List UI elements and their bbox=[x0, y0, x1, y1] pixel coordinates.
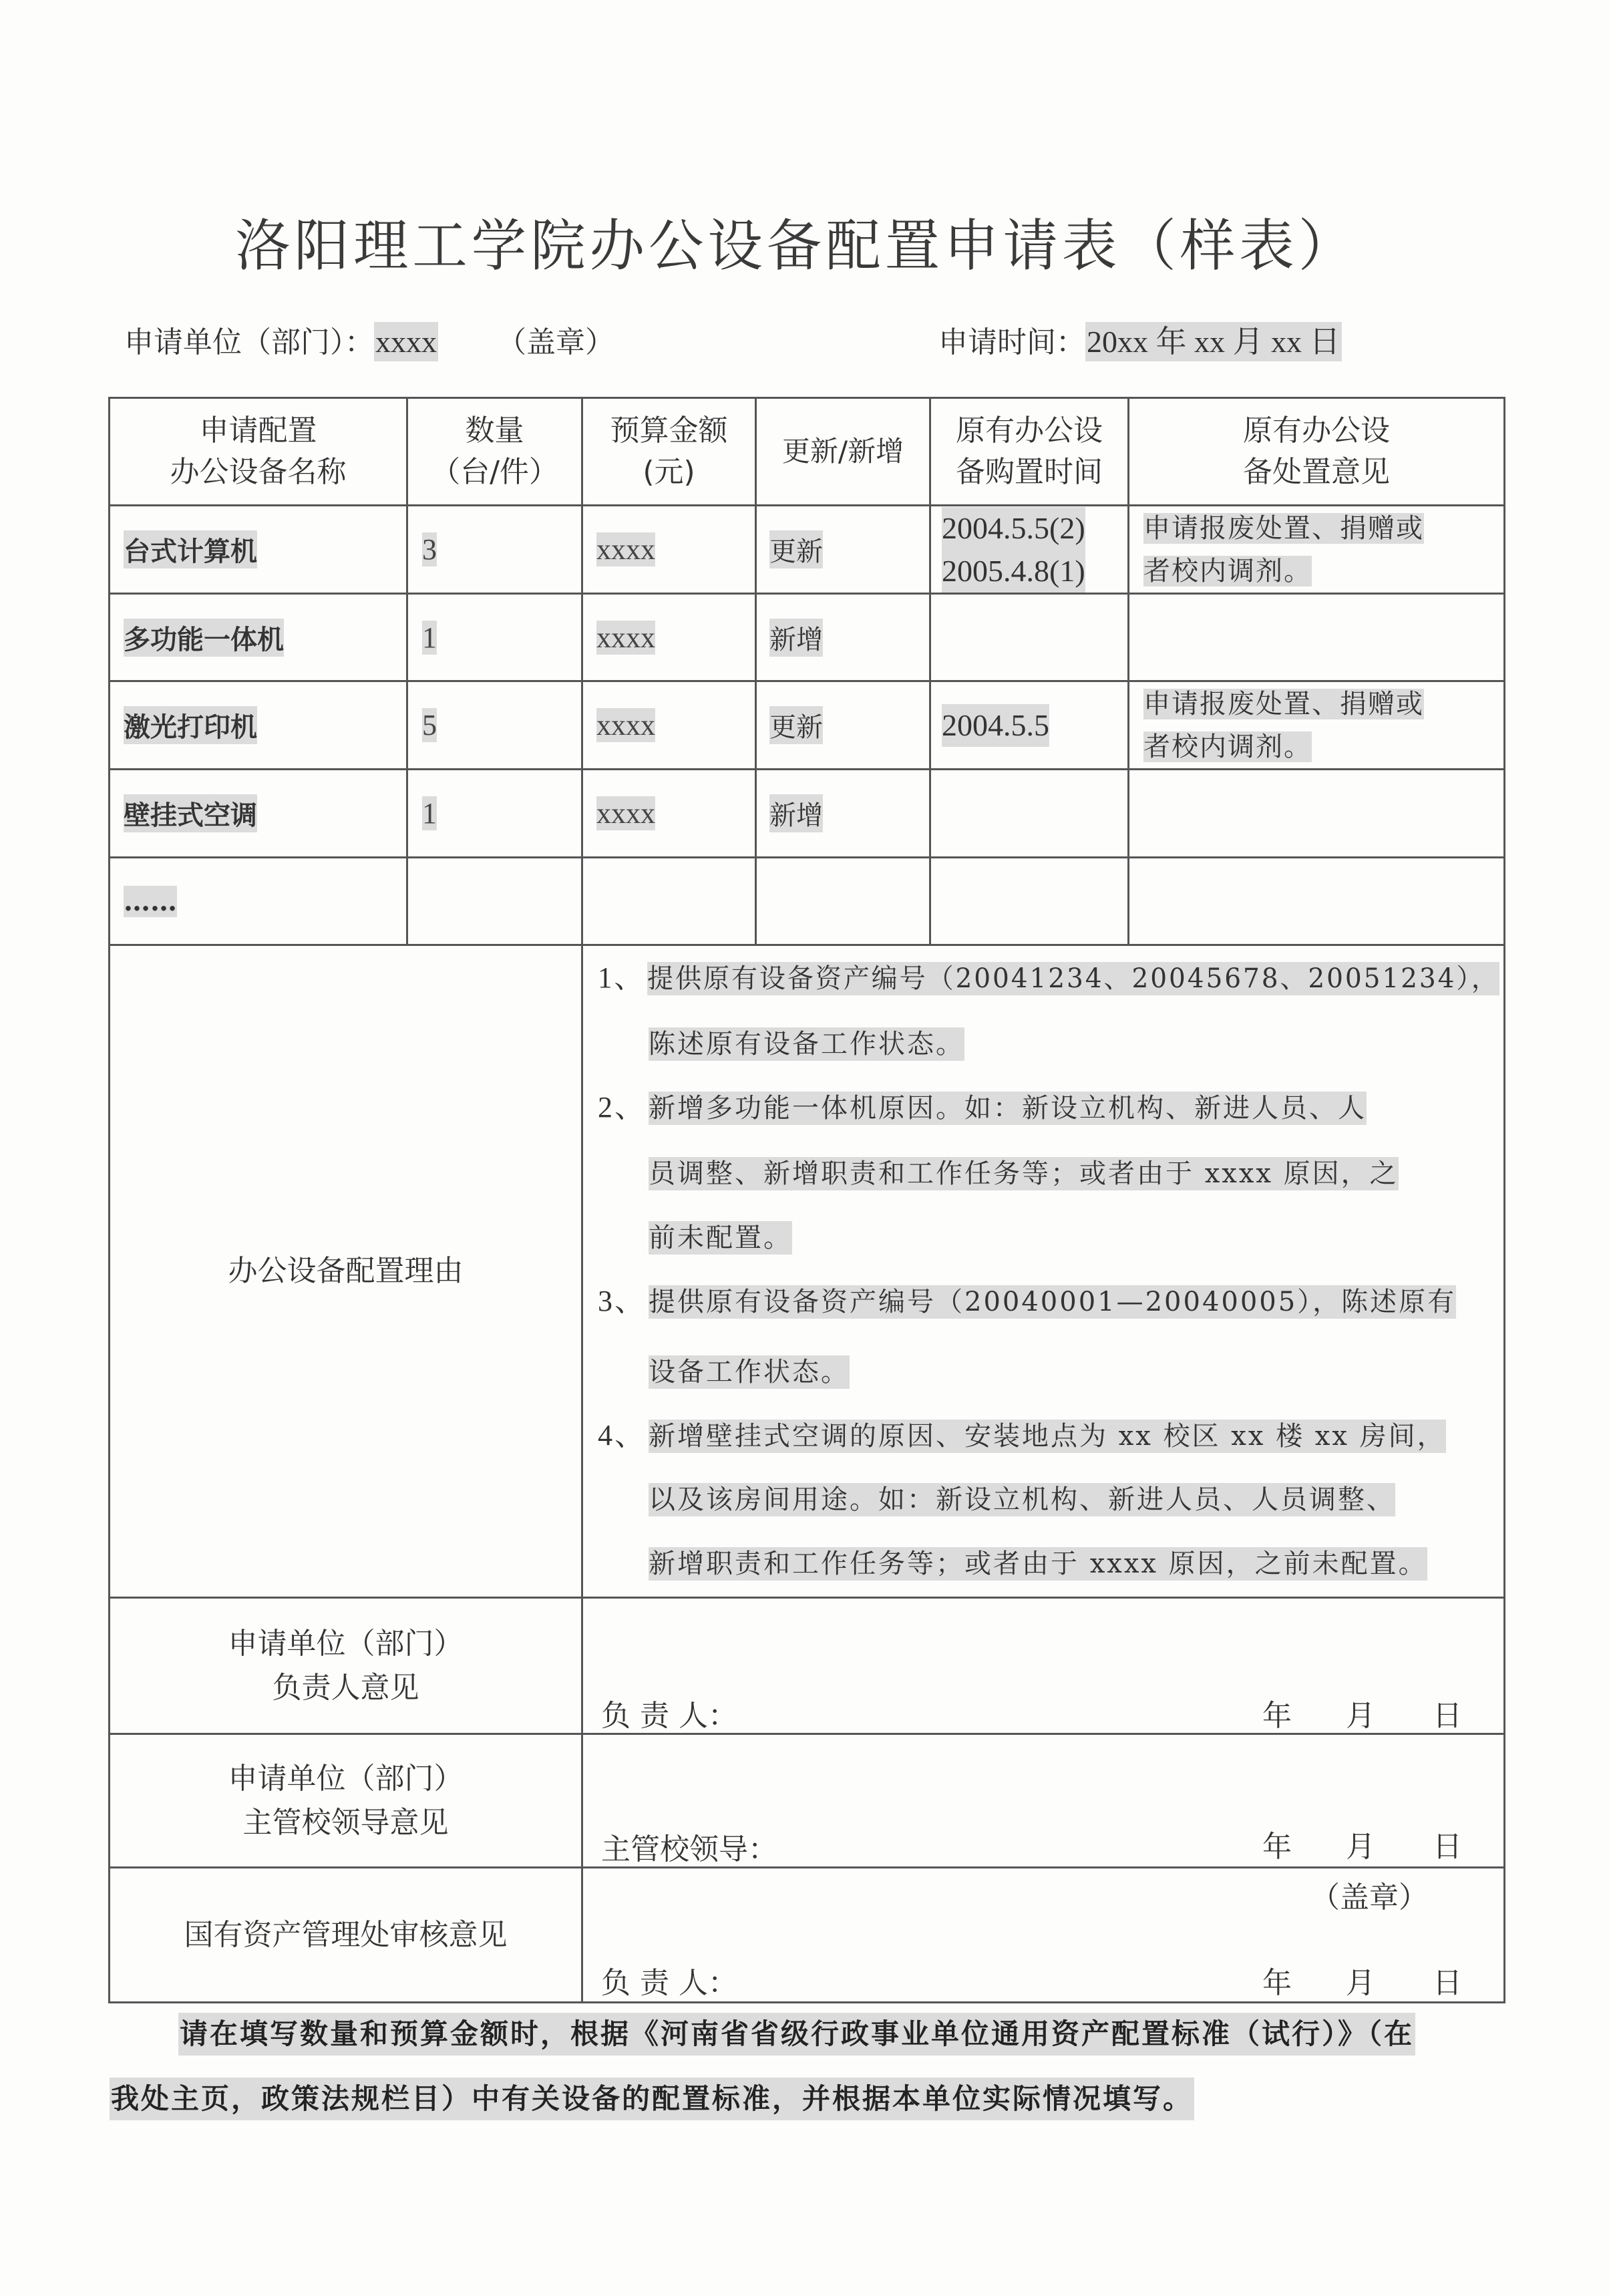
quantity: 5 bbox=[422, 709, 437, 742]
disposal-opinion bbox=[1143, 507, 1424, 593]
footer-note-line-2 bbox=[110, 2078, 1194, 2120]
approval-label-line: 主管校领导意见 bbox=[242, 1805, 449, 1840]
application-date bbox=[938, 323, 1342, 361]
reason-item bbox=[598, 962, 1499, 995]
reason-number: 3、 bbox=[598, 1285, 646, 1317]
disposal-opinion-line: 申请报废处置、捐赠或 bbox=[1143, 512, 1424, 544]
applicant-unit bbox=[124, 323, 614, 361]
header-update-new bbox=[757, 399, 929, 504]
header-line: 办公设备名称 bbox=[170, 455, 347, 489]
disposal-opinion-cell[interactable] bbox=[1129, 595, 1503, 680]
purchase-time bbox=[942, 507, 1085, 593]
reason-item bbox=[598, 1420, 1446, 1452]
budget: xxxx bbox=[596, 533, 655, 566]
equipment-name-cell[interactable] bbox=[124, 506, 257, 593]
header-disposal-opinion bbox=[1129, 399, 1503, 504]
quantity: 3 bbox=[422, 533, 437, 566]
seal-note: （盖章） bbox=[497, 325, 614, 359]
equipment-name: 壁挂式空调 bbox=[124, 794, 257, 832]
date-month: 月 bbox=[1346, 1966, 1375, 2000]
header-line: 备处置意见 bbox=[1243, 455, 1390, 489]
purchase-time-line: 2004.5.5(2) bbox=[942, 510, 1085, 545]
type-cell[interactable] bbox=[769, 770, 823, 856]
equipment-name: 台式计算机 bbox=[124, 530, 257, 568]
purchase-time-cell[interactable] bbox=[931, 858, 1127, 944]
quantity-cell[interactable] bbox=[408, 858, 581, 944]
opinion-input-school-leader[interactable] bbox=[583, 1735, 1503, 1818]
header-purchase-time bbox=[931, 399, 1127, 504]
opinion-input-unit-head[interactable] bbox=[583, 1599, 1503, 1685]
update-or-new: 新增 bbox=[769, 794, 823, 832]
budget: xxxx bbox=[596, 621, 655, 654]
budget-cell[interactable] bbox=[596, 770, 655, 856]
purchase-time-cell[interactable] bbox=[942, 506, 1085, 593]
disposal-opinion-cell[interactable] bbox=[1143, 506, 1424, 593]
signer-label: 主管校领导： bbox=[601, 1832, 777, 1866]
approval-label-line: 国有资产管理处审核意见 bbox=[184, 1917, 508, 1952]
reason-number: 1、 bbox=[598, 961, 645, 994]
update-or-new: 更新 bbox=[769, 706, 823, 744]
reason-continuation bbox=[649, 1222, 792, 1254]
signer-label: 负 责 人： bbox=[601, 1699, 737, 1733]
approval-label-line: 负责人意见 bbox=[272, 1670, 419, 1705]
reason-line: 设备工作状态。 bbox=[649, 1357, 850, 1387]
disposal-opinion-line: 者校内调剂。 bbox=[1143, 555, 1312, 587]
disposal-opinion-cell[interactable] bbox=[1129, 858, 1503, 944]
type-cell[interactable] bbox=[769, 506, 823, 593]
reason-line: 前未配置。 bbox=[649, 1222, 792, 1253]
applicant-unit-label: 申请单位（部门）： bbox=[124, 325, 374, 359]
quantity: 1 bbox=[422, 797, 437, 830]
reason-line: 以及该房间用途。如：新设立机构、新进人员、人员调整、 bbox=[649, 1484, 1395, 1515]
application-date-value[interactable]: 20xx 年 xx 月 xx 日 bbox=[1085, 322, 1342, 361]
update-or-new: 更新 bbox=[769, 530, 823, 568]
date-month: 月 bbox=[1346, 1699, 1375, 1733]
date-year: 年 bbox=[1262, 1830, 1292, 1864]
disposal-opinion-cell[interactable] bbox=[1129, 770, 1503, 856]
disposal-opinion-cell[interactable] bbox=[1143, 682, 1424, 768]
header-line: 申请配置 bbox=[199, 414, 317, 448]
reason-label bbox=[110, 946, 581, 1597]
reason-continuation bbox=[649, 1158, 1399, 1190]
budget-cell[interactable] bbox=[583, 858, 755, 944]
type-cell[interactable] bbox=[769, 682, 823, 768]
reason-item bbox=[598, 1285, 1456, 1318]
reason-line: 提供原有设备资产编号（20041234、20045678、20051234）， bbox=[647, 963, 1499, 994]
quantity-cell[interactable] bbox=[422, 506, 437, 593]
quantity-cell[interactable] bbox=[422, 682, 437, 768]
reason-number: 2、 bbox=[598, 1091, 646, 1124]
equipment-name-cell[interactable] bbox=[124, 770, 257, 856]
budget: xxxx bbox=[596, 709, 655, 742]
header-budget bbox=[583, 399, 755, 504]
header-line: 预算金额 bbox=[610, 414, 728, 448]
reason-continuation bbox=[649, 1548, 1427, 1580]
reason-line: 新增壁挂式空调的原因、安装地点为 xx 校区 xx 楼 xx 房间， bbox=[649, 1421, 1446, 1452]
header-line: (元) bbox=[643, 455, 695, 489]
header-line: （台/件） bbox=[431, 455, 558, 489]
equipment-name-cell[interactable] bbox=[124, 858, 177, 944]
purchase-time-cell[interactable] bbox=[942, 682, 1049, 768]
header-line: 备购置时间 bbox=[956, 455, 1103, 489]
header-equipment-name bbox=[110, 399, 406, 504]
page-title: 洛阳理工学院办公设备配置申请表（样表） bbox=[235, 213, 1358, 279]
reason-line: 新增职责和工作任务等；或者由于 xxxx 原因，之前未配置。 bbox=[649, 1548, 1427, 1579]
type-cell[interactable] bbox=[757, 858, 929, 944]
opinion-input-asset-office[interactable] bbox=[583, 1911, 1503, 1951]
footer-note-line-1 bbox=[178, 2013, 1415, 2056]
date-month: 月 bbox=[1346, 1830, 1375, 1864]
reason-line: 提供原有设备资产编号（20040001—20040005），陈述原有 bbox=[649, 1287, 1457, 1317]
applicant-unit-value[interactable]: xxxx bbox=[374, 322, 438, 361]
approval-label-line: 申请单位（部门） bbox=[228, 1626, 464, 1661]
type-cell[interactable] bbox=[769, 595, 823, 680]
disposal-opinion bbox=[1143, 683, 1424, 768]
equipment-name: 多功能一体机 bbox=[124, 619, 284, 657]
date-day: 日 bbox=[1433, 1699, 1462, 1733]
footer-note-text: 我处主页，政策法规栏目）中有关设备的配置标准，并根据本单位实际情况填写。 bbox=[110, 2078, 1194, 2120]
header-line: 数量 bbox=[465, 414, 524, 448]
equipment-name-cell[interactable] bbox=[124, 682, 257, 768]
table-border-bottom bbox=[108, 2001, 1505, 2003]
quantity: 1 bbox=[422, 621, 437, 654]
purchase-time bbox=[942, 704, 1049, 747]
budget-cell[interactable] bbox=[596, 595, 655, 680]
reason-line: 新增多功能一体机原因。如：新设立机构、新进人员、人 bbox=[649, 1093, 1367, 1124]
reason-continuation bbox=[649, 1484, 1395, 1516]
seal-note: （盖章） bbox=[1310, 1880, 1428, 1915]
equipment-name-cell[interactable] bbox=[124, 595, 284, 680]
header-quantity bbox=[408, 399, 581, 504]
application-date-label: 申请时间： bbox=[938, 325, 1085, 359]
reason-continuation bbox=[649, 1356, 850, 1388]
date-day: 日 bbox=[1433, 1830, 1462, 1864]
header-line: 更新/新增 bbox=[781, 435, 904, 468]
purchase-time-line: 2005.4.8(1) bbox=[942, 553, 1085, 588]
reason-number: 4、 bbox=[598, 1419, 646, 1452]
budget-cell[interactable] bbox=[596, 682, 655, 768]
approval-label-line: 申请单位（部门） bbox=[228, 1761, 464, 1796]
budget-cell[interactable] bbox=[596, 506, 655, 593]
purchase-time-cell[interactable] bbox=[931, 770, 1127, 856]
approval-label-unit-head bbox=[110, 1599, 581, 1733]
table-border-right bbox=[1503, 397, 1505, 2003]
header-line: 原有办公设 bbox=[1243, 414, 1390, 448]
update-or-new: 新增 bbox=[769, 619, 823, 657]
reason-label-text: 办公设备配置理由 bbox=[228, 1254, 464, 1288]
approval-label-asset-office bbox=[110, 1868, 581, 2001]
date-day: 日 bbox=[1433, 1966, 1462, 2000]
purchase-time-line: 2004.5.5 bbox=[942, 707, 1049, 742]
equipment-name: …… bbox=[124, 885, 177, 917]
equipment-name: 激光打印机 bbox=[124, 706, 257, 744]
disposal-opinion-line: 申请报废处置、捐赠或 bbox=[1143, 688, 1424, 719]
quantity-cell[interactable] bbox=[422, 595, 437, 680]
purchase-time-cell[interactable] bbox=[931, 595, 1127, 680]
reason-line: 员调整、新增职责和工作任务等；或者由于 xxxx 原因，之 bbox=[649, 1158, 1399, 1189]
approval-label-school-leader bbox=[110, 1735, 581, 1866]
footer-note-text: 请在填写数量和预算金额时，根据《河南省省级行政事业单位通用资产配置标准（试行）》（在 bbox=[178, 2013, 1415, 2056]
reason-line: 陈述原有设备工作状态。 bbox=[649, 1029, 964, 1059]
signer-label: 负 责 人： bbox=[601, 1966, 737, 2000]
disposal-opinion-line: 者校内调剂。 bbox=[1143, 731, 1312, 762]
reason-item bbox=[598, 1092, 1367, 1124]
date-year: 年 bbox=[1262, 1966, 1292, 2000]
budget: xxxx bbox=[596, 797, 655, 830]
header-line: 原有办公设 bbox=[956, 414, 1103, 448]
date-year: 年 bbox=[1262, 1699, 1292, 1733]
reason-continuation bbox=[649, 1028, 964, 1060]
quantity-cell[interactable] bbox=[422, 770, 437, 856]
